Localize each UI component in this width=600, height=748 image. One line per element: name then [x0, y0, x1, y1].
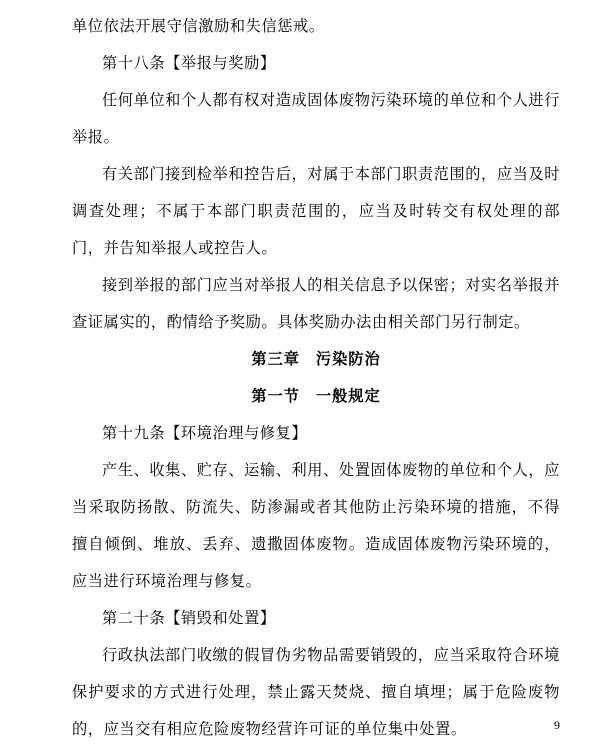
chapter-3-heading — [72, 341, 560, 378]
page-number: 9 — [554, 718, 560, 732]
article-20-title: 第二十条【销毁和处置】 — [102, 610, 276, 627]
article-19-title: 第十九条【环境治理与修复】 — [102, 425, 308, 442]
section-1-number: 第一节 — [251, 388, 300, 405]
article-18-paragraph-3: 接到举报的部门应当对举报人的相关信息予以保密；对实名举报并查证属实的，酌情给予奖励。具体奖励办法由相关部门另行制定。 — [72, 277, 560, 331]
article-18-title: 第十八条【举报与奖励】 — [102, 55, 276, 72]
section-1-title: 一般规定 — [315, 388, 381, 405]
chapter-3-title: 污染防治 — [315, 351, 381, 368]
article-18-paragraph-1: 任何单位和个人都有权对造成固体废物污染环境的单位和个人进行举报。 — [72, 92, 560, 146]
article-19-paragraph-1: 产生、收集、贮存、运输、利用、处置固体废物的单位和个人，应当采取防扬散、防流失、防渗漏或者其他防止污染环境的措施，不得擅自倾倒、堆放、丢弃、遗撒固体废物。造成固体废物污染环境的，应当进行环境治理与修复。 — [72, 462, 560, 590]
chapter-3-number: 第三章 — [251, 351, 300, 368]
article-20-paragraph-1: 行政执法部门收缴的假冒伪劣物品需要销毁的，应当采取符合环境保护要求的方式进行处理，禁止露天焚烧、擅自填埋；属于危险废物的，应当交有相应危险废物经营许可证的单位集中处置。 — [72, 647, 560, 738]
paragraph-continuation: 单位依法开展守信激励和失信惩戒。 — [72, 18, 325, 35]
section-1-heading — [72, 378, 560, 415]
article-18-paragraph-2: 有关部门接到检举和控告后，对属于本部门职责范围的，应当及时调查处理；不属于本部门职责范围的，应当及时转交有权处理的部门，并告知举报人或控告人。 — [72, 166, 560, 257]
